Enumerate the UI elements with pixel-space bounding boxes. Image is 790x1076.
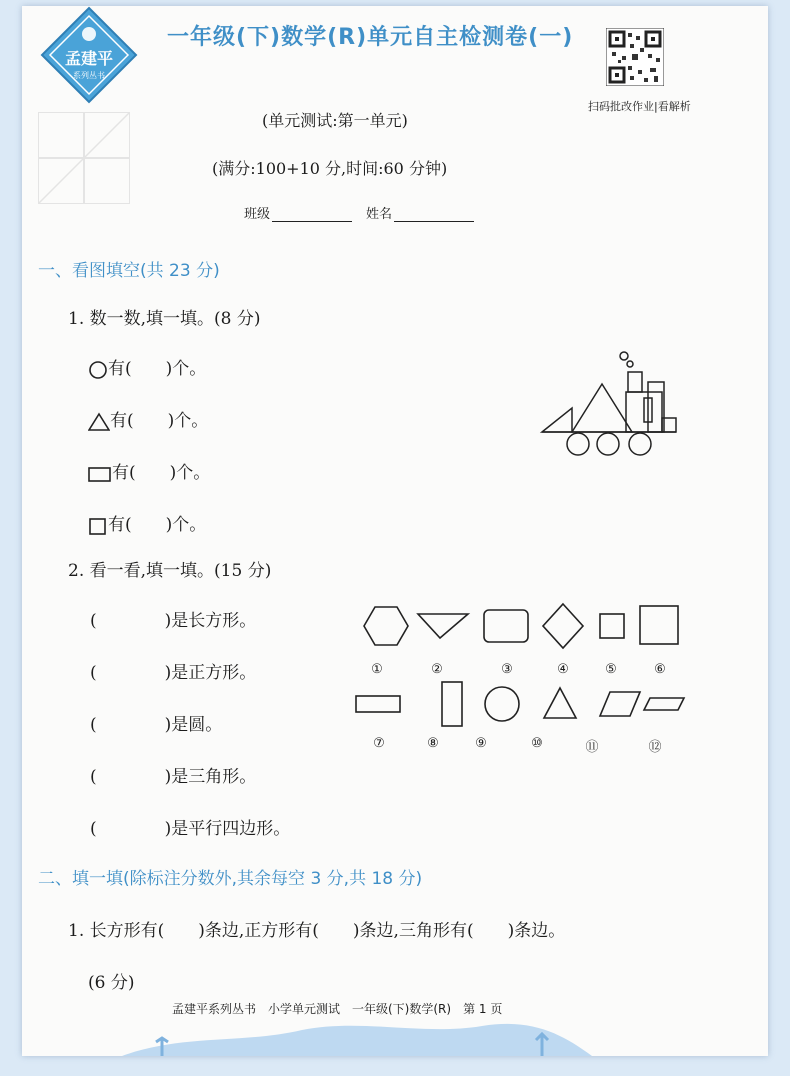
q2-item-rectangle[interactable]: ( )是长方形。 [90,611,257,631]
name-blank[interactable] [394,209,474,222]
shape-label-1: ① [371,662,383,677]
name-label: 姓名 [366,207,393,222]
unit-subtitle: (单元测试:第一单元) [262,111,408,130]
shape-label-12: ⑫ [648,740,662,755]
q2-prompt: 2. 看一看,填一填。(15 分) [68,561,272,581]
page-footer: 孟建平系列丛书 小学单元测试 一年级(下)数学(R) 第 1 页 [172,1002,503,1016]
section-1-heading: 一、看图填空(共 23 分) [38,261,220,281]
section-2-heading: 二、填一填(除标注分数外,其余每空 3 分,共 18 分) [38,869,423,889]
shape-label-5: ⑤ [605,662,617,677]
shape-5-small-square [600,614,624,638]
q1-prompt: 1. 数一数,填一填。(8 分) [68,309,261,329]
score-time-info: (满分:100+10 分,时间:60 分钟) [212,159,448,178]
q2-item-parallelogram[interactable]: ( )是平行四边形。 [90,819,291,839]
q1-item-square-text[interactable]: 有( )个。 [108,515,207,535]
shape-label-8: ⑧ [427,736,439,751]
shape-label-4: ④ [557,662,569,677]
q1-item-rectangle [88,458,210,483]
qr-label: 扫码批改作业|看解析 [588,100,691,113]
circle-icon [88,360,108,380]
shape-6-square [640,606,678,644]
q2-item-circle[interactable]: ( )是圆。 [90,715,223,735]
shape-3-rounded-rect [484,610,528,642]
exam-sheet [22,6,768,1056]
q1-item-triangle [88,406,208,432]
q1-item-square [88,510,206,535]
shape-label-6: ⑥ [654,662,666,677]
shape-label-9: ⑨ [475,736,487,751]
shape-12-parallelogram [644,698,684,710]
shape-4-diamond [543,604,583,648]
s2-q1-score: (6 分) [88,973,135,993]
shape-2-triangle [418,614,468,638]
shape-1-hexagon [364,607,408,645]
logo-subtext: 系列丛书 [73,71,105,80]
q1-item-rectangle-text[interactable]: 有( )个。 [112,463,211,483]
q2-item-square[interactable]: ( )是正方形。 [90,663,257,683]
shape-7-rectangle [356,696,400,712]
shape-label-3: ③ [501,662,513,677]
shape-11-parallelogram [600,692,640,716]
class-label: 班级 [244,207,271,222]
publisher-logo [40,6,138,104]
shape-10-triangle [544,688,576,718]
shape-9-circle [485,687,519,721]
q1-item-triangle-text[interactable]: 有( )个。 [110,411,209,431]
triangle-icon [88,412,110,432]
shape-8-rectangle [442,682,462,726]
shape-label-2: ② [431,662,443,677]
shapes-figure [350,602,690,742]
footer-landscape-decoration [122,1016,592,1056]
bleed-through-grid [38,112,130,204]
q1-item-circle-text[interactable]: 有( )个。 [108,359,207,379]
rectangle-icon [88,465,112,483]
shape-label-11: ⑪ [585,740,599,755]
logo-text: 孟建平 [64,49,113,68]
class-name-line [244,203,488,222]
square-icon [88,517,108,535]
train-figure [536,348,686,464]
exam-title: 一年级(下)数学(R)单元自主检测卷(一) [167,25,574,50]
class-blank[interactable] [272,209,352,222]
qr-code-icon[interactable] [606,28,664,86]
q2-item-triangle[interactable]: ( )是三角形。 [90,767,257,787]
shape-label-7: ⑦ [373,736,385,751]
shape-label-10: ⑩ [531,736,543,751]
s2-q1-prompt[interactable]: 1. 长方形有( )条边,正方形有( )条边,三角形有( )条边。 [68,921,566,941]
q1-item-circle [88,354,206,380]
